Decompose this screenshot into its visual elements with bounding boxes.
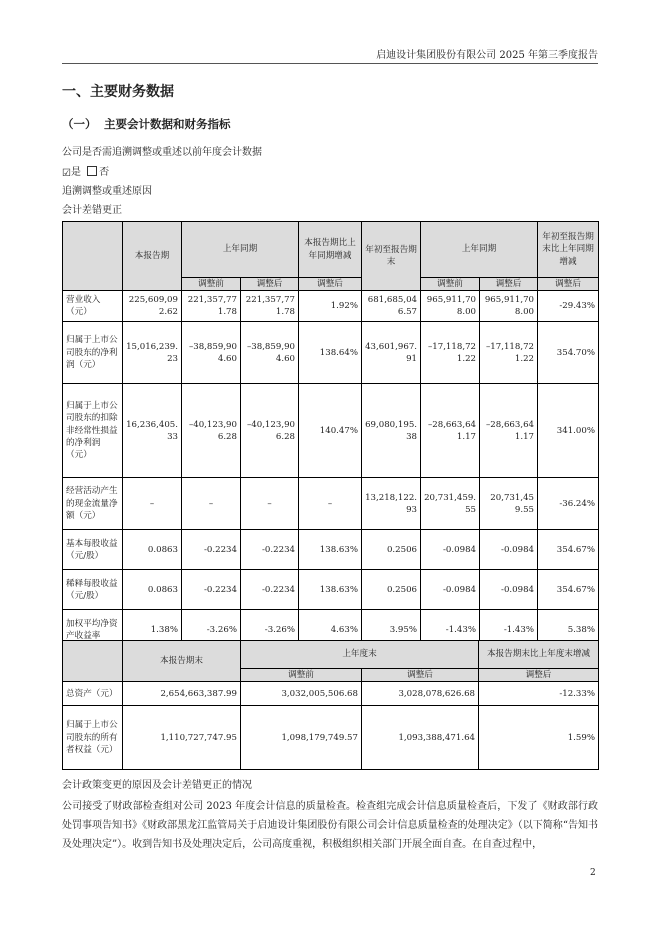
subsection-number: （一） (62, 117, 97, 131)
table-cell: 354.67% (538, 570, 599, 610)
table-cell: -0.0984 (421, 530, 480, 570)
table-cell: 221,357,771.78 (241, 291, 299, 322)
table-cell: – (182, 478, 241, 530)
balance-data-table (62, 640, 599, 770)
row-label: 归属于上市公司股东的扣除非经常性损益的净利润（元） (63, 384, 123, 478)
table-cell: -0.2234 (182, 570, 241, 610)
table-cell: -0.2234 (241, 570, 299, 610)
table-row (63, 322, 599, 384)
table-cell: 16,236,405.33 (123, 384, 182, 478)
table-cell: 3,028,078,626.68 (362, 682, 479, 706)
table-cell: 138.64% (299, 322, 362, 384)
table-cell: –40,123,906.28 (241, 384, 299, 478)
table-cell: -0.2234 (241, 530, 299, 570)
table-cell: 2,654,663,387.99 (123, 682, 241, 706)
table-cell: – (123, 478, 182, 530)
header-before: 调整前 (241, 669, 362, 682)
header-divider (62, 63, 598, 64)
table-cell: 354.67% (538, 530, 599, 570)
table-cell: -0.0984 (480, 530, 538, 570)
table-cell: -12.33% (479, 682, 599, 706)
subsection-text: 主要会计数据和财务指标 (104, 117, 231, 131)
row-label: 基本每股收益（元/股） (63, 530, 123, 570)
option-no-label: 否 (99, 167, 110, 178)
header-period-end: 本报告期末 (123, 641, 241, 682)
table-cell: 0.0863 (123, 530, 182, 570)
table-cell: 4.63% (299, 610, 362, 650)
header-after-change: 调整后 (299, 278, 362, 291)
table-cell: –38,859,904.60 (241, 322, 299, 384)
option-yes-label: 是 (70, 167, 81, 178)
table-row (63, 530, 599, 570)
table-cell: 1,110,727,747.95 (123, 706, 241, 770)
header-before: 调整前 (182, 278, 241, 291)
restatement-reason-label: 追溯调整或重述原因 (62, 186, 152, 197)
table-cell: 140.47% (299, 384, 362, 478)
header-after: 调整后 (241, 278, 299, 291)
table-cell: 1.92% (299, 291, 362, 322)
header-after: 调整后 (362, 669, 479, 682)
table-cell: 20,731,459.55 (421, 478, 480, 530)
table-cell: –40,123,906.28 (182, 384, 241, 478)
header-prior-period: 上年同期 (182, 222, 299, 278)
table-cell: 1.59% (479, 706, 599, 770)
row-label: 总资产（元） (63, 682, 123, 706)
table-cell: -3.26% (182, 610, 241, 650)
header-current-period: 本报告期 (123, 222, 182, 291)
header-after-ytd: 调整后 (480, 278, 538, 291)
header-after-change: 调整后 (479, 669, 599, 682)
checked-checkbox-icon: ☑ (62, 168, 71, 179)
row-label: 归属于上市公司股东的所有者权益（元） (63, 706, 123, 770)
header-after-ytd-change: 调整后 (538, 278, 599, 291)
table-cell: -29.43% (538, 291, 599, 322)
row-label: 归属于上市公司股东的净利润（元） (63, 322, 123, 384)
page-number: 2 (590, 868, 596, 878)
restatement-reason-value: 会计差错更正 (62, 205, 122, 216)
financial-data-table (62, 221, 599, 650)
table-cell: 681,685,046.57 (362, 291, 421, 322)
row-label: 稀释每股收益（元/股） (63, 570, 123, 610)
header-before-ytd: 调整前 (421, 278, 480, 291)
header-prior-year-end: 上年度末 (241, 641, 479, 669)
table-row (63, 706, 599, 770)
table-row (63, 478, 599, 530)
section-title: 一、主要财务数据 (62, 84, 174, 100)
restatement-options (62, 166, 109, 181)
table-cell: 43,601,967.91 (362, 322, 421, 384)
header-period-change: 本报告期比上年同期增减 (299, 222, 362, 278)
table-cell: –28,663,641.17 (480, 384, 538, 478)
table-cell: –38,859,904.60 (182, 322, 241, 384)
table-cell: 0.2506 (362, 530, 421, 570)
table-row (63, 384, 599, 478)
header-prior-ytd: 上年同期 (421, 222, 538, 278)
table-cell: 0.0863 (123, 570, 182, 610)
table-cell: –17,118,721.22 (421, 322, 480, 384)
table-cell: 221,357,771.78 (182, 291, 241, 322)
table-cell: 1.38% (123, 610, 182, 650)
table-cell: 138.63% (299, 570, 362, 610)
table-cell: 69,080,195.38 (362, 384, 421, 478)
header-year-change: 本报告期末比上年度末增减 (479, 641, 599, 669)
row-label: 加权平均净资产收益率 (63, 610, 123, 650)
table-cell: -0.0984 (421, 570, 480, 610)
table-cell: 341.00% (538, 384, 599, 478)
header-ytd-change: 年初至报告期末比上年同期增减 (538, 222, 599, 278)
row-label: 经营活动产生的现金流量净额（元） (63, 478, 123, 530)
table-cell: –17,118,721.22 (480, 322, 538, 384)
table-cell: 965,911,708.00 (480, 291, 538, 322)
table-cell: 13,218,122.93 (362, 478, 421, 530)
table-cell: 965,911,708.00 (421, 291, 480, 322)
table-cell: 1,093,388,471.64 (362, 706, 479, 770)
policy-change-heading: 会计政策变更的原因及会计差错更正的情况 (62, 780, 252, 791)
table-cell: -0.2234 (182, 530, 241, 570)
table-cell: 3.95% (362, 610, 421, 650)
table-cell: 354.70% (538, 322, 599, 384)
table-cell: -1.43% (480, 610, 538, 650)
table-cell: -36.24% (538, 478, 599, 530)
running-header: 启迪设计集团股份有限公司 2025 年第三季度报告 (376, 50, 598, 61)
table-cell: – (241, 478, 299, 530)
table-cell: 20,731,459.55 (480, 478, 538, 530)
table-cell: – (299, 478, 362, 530)
table-cell: 3,032,005,506.68 (241, 682, 362, 706)
restatement-question: 公司是否需追溯调整或重述以前年度会计数据 (62, 147, 262, 158)
table-cell: 1,098,179,749.57 (241, 706, 362, 770)
body-paragraph: 公司接受了财政部检查组对公司 2023 年度会计信息的质量检查。检查组完成会计信息质量检查后，下发了《财政部行政处罚事项告知书》《财政部黑龙江监管局关于启迪设计集团股份有限公司会计信息质量检查的处理决定》（以下简称“告知书及处理决定”）。收到告知书及处理决定后，公司高度重视，积极组织相关部门开展全面自查。在自查过程中， (62, 801, 598, 850)
table-cell: -3.26% (241, 610, 299, 650)
row-label: 营业收入（元） (63, 291, 123, 322)
table-row (63, 682, 599, 706)
table-cell: -1.43% (421, 610, 480, 650)
table-row (63, 291, 599, 322)
subsection-title (62, 116, 231, 132)
table-row (63, 570, 599, 610)
header-blank-cell (63, 641, 123, 682)
unchecked-checkbox-icon (87, 166, 97, 176)
table-cell: 5.38% (538, 610, 599, 650)
table-cell: -0.0984 (480, 570, 538, 610)
header-blank-cell (63, 222, 123, 291)
header-ytd: 年初至报告期末 (362, 222, 421, 291)
table-cell: 0.2506 (362, 570, 421, 610)
table-cell: 15,016,239.23 (123, 322, 182, 384)
table-cell: 138.63% (299, 530, 362, 570)
table-cell: –28,663,641.17 (421, 384, 480, 478)
table-cell: 225,609,092.62 (123, 291, 182, 322)
